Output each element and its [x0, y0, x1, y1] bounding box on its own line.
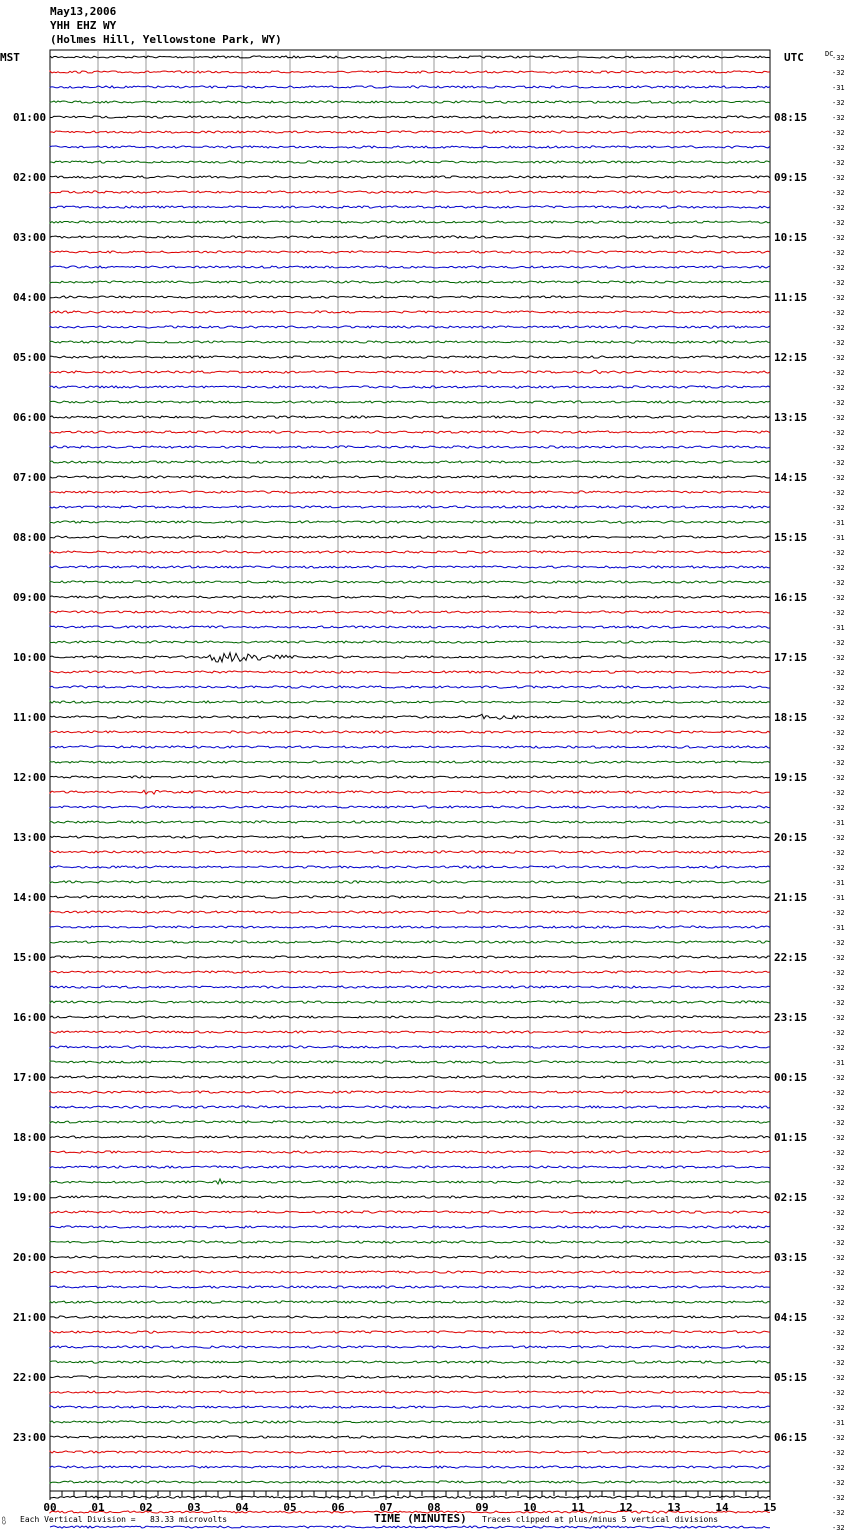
trace-row [50, 1211, 770, 1213]
dc-offset-label: -32 [832, 1089, 845, 1097]
dc-offset-label: -31 [832, 819, 845, 827]
mst-time-label: 01:00 [13, 111, 47, 124]
dc-offset-label: -32 [832, 1209, 845, 1217]
header-station: YHH EHZ WY [50, 19, 117, 32]
dc-offset-label: -32 [832, 714, 845, 722]
x-tick-label: 10 [523, 1501, 537, 1514]
x-tick-label: 01 [91, 1501, 105, 1514]
trace-row [50, 746, 770, 748]
mst-time-label: 12:00 [13, 771, 47, 784]
dc-offset-label: -32 [832, 1329, 845, 1337]
dc-offset-label: -32 [832, 864, 845, 872]
trace-row [50, 1271, 770, 1273]
mst-time-label: 16:00 [13, 1011, 47, 1024]
trace-row [50, 1121, 770, 1123]
utc-time-label: 18:15 [774, 711, 808, 724]
x-tick-label: 04 [235, 1501, 249, 1514]
mst-time-label: 03:00 [13, 231, 47, 244]
dc-offset-label: -32 [832, 339, 845, 347]
utc-time-label: 01:15 [774, 1131, 808, 1144]
utc-time-label: 13:15 [774, 411, 808, 424]
dc-offset-label: -32 [832, 1254, 845, 1262]
mst-time-label: 18:00 [13, 1131, 47, 1144]
trace-row [50, 1481, 770, 1483]
x-tick-label: 11 [571, 1501, 585, 1514]
utc-time-label: 23:15 [774, 1011, 808, 1024]
trace-row [50, 176, 770, 178]
dc-offset-label: -32 [832, 969, 845, 977]
dc-offset-label: -32 [832, 429, 845, 437]
trace-row [50, 1241, 770, 1243]
x-axis [43, 1491, 776, 1514]
traces [50, 56, 770, 1534]
dc-offset-label: -32 [832, 204, 845, 212]
dc-offset-label: -31 [832, 519, 845, 527]
trace-row [50, 1376, 770, 1378]
trace-row [50, 236, 770, 238]
dc-offset-label: -32 [832, 1464, 845, 1472]
trace-row [50, 1106, 770, 1108]
x-tick-label: 00 [43, 1501, 57, 1514]
dc-offset-label: -32 [832, 804, 845, 812]
trace-row [50, 551, 770, 553]
dc-offset-label: -32 [832, 564, 845, 572]
dc-offset-label: -31 [832, 1419, 845, 1427]
trace-row [50, 1451, 770, 1453]
trace-row [50, 1166, 770, 1168]
dc-offset-label: -32 [832, 1494, 845, 1502]
trace-row [50, 1301, 770, 1303]
dc-offset-label: -32 [832, 1074, 845, 1082]
trace-row [50, 1196, 770, 1198]
dc-offset-label: -32 [832, 309, 845, 317]
dc-offset-label: -32 [832, 1239, 845, 1247]
mst-time-label: 17:00 [13, 1071, 47, 1084]
dc-offset-label: -32 [832, 1134, 845, 1142]
dc-offset-label: -32 [832, 459, 845, 467]
dc-offset-label: -31 [832, 534, 845, 542]
utc-time-label: 21:15 [774, 891, 808, 904]
x-tick-label: 15 [763, 1501, 777, 1514]
dc-offset-label: -32 [832, 729, 845, 737]
dc-offset-label: -32 [832, 909, 845, 917]
trace-row [50, 641, 770, 643]
trace-row [50, 71, 770, 73]
grid [50, 50, 770, 1491]
dc-offset-label: -32 [832, 1284, 845, 1292]
mst-time-label: 22:00 [13, 1371, 47, 1384]
trace-row [50, 581, 770, 583]
dc-offset-label: -32 [832, 399, 845, 407]
trace-row [50, 986, 770, 988]
dc-offset-label: -32 [832, 954, 845, 962]
trace-row [50, 761, 770, 763]
utc-time-label: 15:15 [774, 531, 808, 544]
mst-time-label: 14:00 [13, 891, 47, 904]
utc-time-label: 09:15 [774, 171, 808, 184]
x-tick-label: 12 [619, 1501, 633, 1514]
mst-time-label: 04:00 [13, 291, 47, 304]
dc-offset-label: -32 [832, 279, 845, 287]
dc-offset-label: -32 [832, 654, 845, 662]
x-tick-label: 06 [331, 1501, 345, 1514]
dc-offset-label: -32 [832, 744, 845, 752]
trace-row [50, 116, 770, 118]
dc-offset-label: -32 [832, 1524, 845, 1532]
trace-row [50, 311, 770, 313]
dc-label: DC [825, 50, 834, 58]
trace-row [50, 881, 770, 883]
x-tick-label: 03 [187, 1501, 201, 1514]
trace-row [50, 956, 770, 958]
dc-offset-label: -32 [832, 849, 845, 857]
mst-time-label: 13:00 [13, 831, 47, 844]
trace-row [50, 1001, 770, 1003]
dc-offset-label: -32 [832, 1314, 845, 1322]
dc-offset-label: -32 [832, 114, 845, 122]
trace-row [50, 401, 770, 403]
dc-offset-label: -32 [832, 1449, 845, 1457]
dc-offset-label: -32 [832, 324, 845, 332]
trace-row [50, 1466, 770, 1468]
mst-time-label: 23:00 [13, 1431, 47, 1444]
trace-row [50, 86, 770, 88]
dc-offset-label: -31 [832, 894, 845, 902]
utc-time-label: 00:15 [774, 1071, 808, 1084]
trace-row [50, 611, 770, 613]
dc-offset-label: -32 [832, 144, 845, 152]
dc-offset-label: -32 [832, 1299, 845, 1307]
dc-offset-label: -32 [832, 1029, 845, 1037]
mst-time-label: 19:00 [13, 1191, 47, 1204]
mst-time-label: 20:00 [13, 1251, 47, 1264]
mst-time-label: 11:00 [13, 711, 47, 724]
dc-offset-label: -32 [832, 594, 845, 602]
dc-offset-label: -32 [832, 639, 845, 647]
x-tick-label: 08 [427, 1501, 441, 1514]
trace-row [50, 146, 770, 148]
dc-offset-label: -32 [832, 294, 845, 302]
utc-time-label: 16:15 [774, 591, 808, 604]
dc-offset-label: -32 [832, 1389, 845, 1397]
trace-row [50, 836, 770, 838]
utc-time-label: 10:15 [774, 231, 808, 244]
dc-offset-label: -32 [832, 369, 845, 377]
dc-offset-label: -32 [832, 759, 845, 767]
dc-offset-label: -32 [832, 54, 845, 62]
dc-offset-label: -32 [832, 1179, 845, 1187]
trace-row [50, 101, 770, 103]
trace-row [50, 1331, 770, 1333]
dc-offset-label: -31 [832, 924, 845, 932]
dc-offset-label: -32 [832, 159, 845, 167]
trace-row [50, 596, 770, 598]
x-tick-label: 07 [379, 1501, 393, 1514]
dc-offset-label: -32 [832, 939, 845, 947]
dc-offset-label: -32 [832, 234, 845, 242]
trace-row [50, 1256, 770, 1258]
trace-row [50, 1046, 770, 1048]
dc-offset-label: -32 [832, 1014, 845, 1022]
clip-note: Traces clipped at plus/minus 5 vertical divisions [482, 1515, 719, 1524]
dc-offset-label: -32 [832, 189, 845, 197]
trace-row [50, 326, 770, 328]
dc-offset-label: -32 [832, 1374, 845, 1382]
trace-row [50, 714, 770, 719]
dc-offset-label: -32 [832, 834, 845, 842]
dc-offset-label: -32 [832, 1194, 845, 1202]
dc-offset-label: -32 [832, 1104, 845, 1112]
utc-axis-label: UTC [784, 51, 804, 64]
dc-offset-label: -32 [832, 1269, 845, 1277]
trace-row [50, 851, 770, 853]
time-labels [13, 54, 845, 1534]
dc-offset-label: -32 [832, 174, 845, 182]
corner-mark: ⩉ [2, 1516, 6, 1525]
dc-offset-label: -32 [832, 789, 845, 797]
trace-row [50, 896, 770, 898]
mst-time-label: 10:00 [13, 651, 47, 664]
utc-time-label: 17:15 [774, 651, 808, 664]
dc-offset-label: -32 [832, 699, 845, 707]
mst-time-label: 09:00 [13, 591, 47, 604]
trace-row [50, 866, 770, 868]
dc-offset-label: -32 [832, 1359, 845, 1367]
x-tick-label: 09 [475, 1501, 489, 1514]
trace-row [50, 1361, 770, 1363]
trace-row [50, 1016, 770, 1018]
mst-time-label: 08:00 [13, 531, 47, 544]
trace-row [50, 536, 770, 538]
trace-row [50, 941, 770, 943]
dc-offset-label: -32 [832, 489, 845, 497]
dc-offset-label: -32 [832, 1119, 845, 1127]
trace-row [50, 806, 770, 808]
dc-offset-label: -32 [832, 354, 845, 362]
trace-row [50, 476, 770, 478]
trace-row [50, 1061, 770, 1063]
dc-offset-label: -32 [832, 609, 845, 617]
dc-offset-label: -32 [832, 774, 845, 782]
x-axis-title: TIME (MINUTES) [374, 1512, 467, 1525]
trace-row [50, 626, 770, 628]
x-tick-label: 02 [139, 1501, 153, 1514]
header-location: (Holmes Hill, Yellowstone Park, WY) [50, 33, 282, 46]
header-date: May13,2006 [50, 5, 117, 18]
trace-row [50, 1526, 770, 1528]
utc-time-label: 11:15 [774, 291, 808, 304]
mst-time-label: 21:00 [13, 1311, 47, 1324]
utc-time-label: 14:15 [774, 471, 808, 484]
dc-offset-label: -32 [832, 1479, 845, 1487]
trace-row [50, 671, 770, 673]
trace-row [50, 131, 770, 133]
utc-time-label: 04:15 [774, 1311, 808, 1324]
dc-offset-label: -32 [832, 414, 845, 422]
trace-row [50, 821, 770, 823]
dc-offset-label: -32 [832, 1149, 845, 1157]
trace-row [50, 1316, 770, 1318]
trace-row [50, 1179, 770, 1184]
trace-row [50, 296, 770, 298]
trace-row [50, 1031, 770, 1033]
plot-frame [50, 50, 770, 1491]
trace-row [50, 1091, 770, 1093]
dc-offset-label: -32 [832, 549, 845, 557]
scale-note: Each Vertical Division = 83.33 microvolts [20, 1515, 228, 1524]
trace-row [50, 206, 770, 208]
mst-time-label: 07:00 [13, 471, 47, 484]
dc-offset-label: -32 [832, 129, 845, 137]
trace-row [50, 1436, 770, 1438]
utc-time-label: 02:15 [774, 1191, 808, 1204]
trace-row [50, 653, 770, 662]
trace-row [50, 1136, 770, 1138]
trace-row [50, 251, 770, 253]
dc-offset-label: -31 [832, 624, 845, 632]
utc-time-label: 22:15 [774, 951, 808, 964]
trace-row [50, 386, 770, 388]
trace-row [50, 221, 770, 223]
trace-row [50, 731, 770, 733]
dc-offset-label: -32 [832, 264, 845, 272]
trace-row [50, 521, 770, 523]
dc-offset-label: -32 [832, 984, 845, 992]
utc-time-label: 12:15 [774, 351, 808, 364]
trace-row [50, 370, 770, 373]
trace-row [50, 566, 770, 568]
x-tick-label: 05 [283, 1501, 297, 1514]
trace-row [50, 1286, 770, 1288]
dc-offset-label: -32 [832, 69, 845, 77]
dc-offset-label: -32 [832, 1509, 845, 1517]
dc-offset-label: -32 [832, 1404, 845, 1412]
trace-row [50, 971, 770, 973]
utc-time-label: 03:15 [774, 1251, 808, 1264]
trace-row [50, 1346, 770, 1348]
trace-row [50, 161, 770, 163]
trace-row [50, 506, 770, 508]
dc-offset-label: -32 [832, 384, 845, 392]
utc-time-label: 19:15 [774, 771, 808, 784]
trace-row [50, 776, 770, 778]
trace-row [50, 341, 770, 343]
mst-time-label: 06:00 [13, 411, 47, 424]
trace-row [50, 1391, 770, 1393]
mst-time-label: 02:00 [13, 171, 47, 184]
dc-offset-label: -32 [832, 1224, 845, 1232]
trace-row [50, 431, 770, 433]
dc-offset-label: -32 [832, 1434, 845, 1442]
trace-row [50, 1151, 770, 1153]
dc-offset-label: -32 [832, 474, 845, 482]
dc-offset-label: -32 [832, 1344, 845, 1352]
dc-offset-label: -32 [832, 504, 845, 512]
utc-time-label: 06:15 [774, 1431, 808, 1444]
x-tick-label: 13 [667, 1501, 681, 1514]
utc-time-label: 08:15 [774, 111, 808, 124]
trace-row [50, 926, 770, 928]
trace-row [50, 701, 770, 703]
dc-offset-label: -31 [832, 1059, 845, 1067]
dc-offset-label: -32 [832, 579, 845, 587]
dc-offset-label: -32 [832, 444, 845, 452]
trace-row [50, 356, 770, 358]
trace-row [50, 266, 770, 268]
trace-row [50, 686, 770, 688]
dc-offset-label: -32 [832, 669, 845, 677]
trace-row [50, 446, 770, 448]
dc-offset-label: -32 [832, 219, 845, 227]
mst-time-label: 15:00 [13, 951, 47, 964]
trace-row [50, 416, 770, 418]
trace-row [50, 911, 770, 913]
trace-row [50, 56, 770, 58]
trace-row [50, 1406, 770, 1408]
trace-row [50, 491, 770, 493]
trace-row [50, 790, 770, 794]
trace-row [50, 1421, 770, 1423]
x-tick-label: 14 [715, 1501, 729, 1514]
utc-time-label: 05:15 [774, 1371, 808, 1384]
trace-row [50, 1076, 770, 1078]
mst-time-label: 05:00 [13, 351, 47, 364]
dc-offset-label: -32 [832, 1044, 845, 1052]
trace-row [50, 1496, 770, 1498]
dc-offset-label: -31 [832, 84, 845, 92]
dc-offset-label: -32 [832, 1164, 845, 1172]
utc-time-label: 20:15 [774, 831, 808, 844]
dc-offset-label: -31 [832, 879, 845, 887]
dc-offset-label: -32 [832, 249, 845, 257]
dc-offset-label: -32 [832, 684, 845, 692]
mst-axis-label: MST [0, 51, 20, 64]
dc-offset-label: -32 [832, 999, 845, 1007]
trace-row [50, 461, 770, 463]
trace-row [50, 1226, 770, 1228]
trace-row [50, 191, 770, 193]
trace-row [50, 281, 770, 283]
dc-offset-label: -32 [832, 99, 845, 107]
